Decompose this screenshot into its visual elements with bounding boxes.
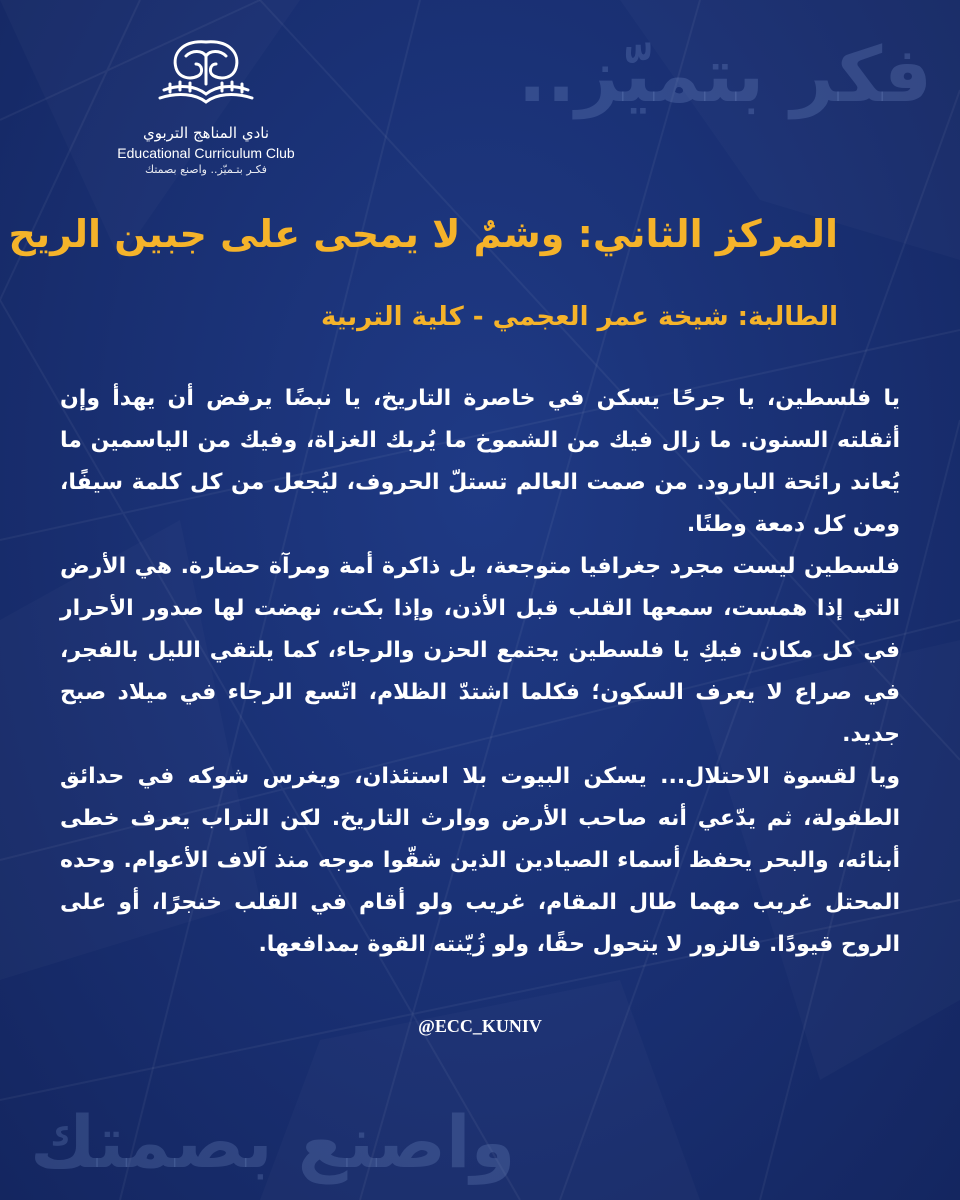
watermark-top: فكر بتميّز.. <box>517 30 932 119</box>
page-title: المركز الثاني: وشمٌ لا يمحى على جبين الريح <box>8 212 838 256</box>
brain-book-logo-icon <box>146 34 266 120</box>
logo-arabic-name: نادي المناهج التربوي <box>142 124 269 142</box>
essay-body <box>60 378 900 966</box>
logo-slogan: فكـر بتـميّز.. واصنع بصمتك <box>145 163 267 176</box>
club-logo <box>98 34 314 176</box>
social-handle: @ECC_KUNIV <box>418 1016 542 1036</box>
paragraph-2: فلسطين ليست مجرد جغرافيا متوجعة، بل ذاكرة أمة ومرآة حضارة. هي الأرض التي إذا همست، سمعها القلب قبل الأذن، وإذا بكت، نهضت لها صدور الأحرار في كل مكان. فيكِ يا فلسطين يجتمع الحزن والرجاء، كما يلتقي الليل بالفجر، في صراع لا يعرف السكون؛ فكلما اشتدّ الظلام، اتّسع الرجاء في ميلاد صبح جديد. <box>60 554 900 747</box>
watermark-bottom: واصنع بصمتك <box>30 1100 516 1184</box>
paragraph-3: ويا لقسوة الاحتلال... يسكن البيوت بلا استئذان، ويغرس شوكه في حدائق الطفولة، ثم يدّعي أنه صاحب الأرض ووارث التاريخ. لكن التراب يعرف خطى أبنائه، والبحر يحفظ أسماء الصيادين الذين شقّوا موجه منذ آلاف الأعوام. وحده المحتل غريب مهما طال المقام، غريب ولو أقام في القلب خنجرًا، أو على الروح قيودًا. فالزور لا يتحول حقًا، ولو زُيّنته القوة بمدافعها. <box>60 764 900 957</box>
logo-english-name: Educational Curriculum Club <box>117 145 295 161</box>
paragraph-1: يا فلسطين، يا جرحًا يسكن في خاصرة التاريخ، يا نبضًا يرفض أن يهدأ وإن أثقلته السنون. ما زال فيك من الشموخ ما يُربك الغزاة، وفيك من الياسمين ما يُعاند رائحة البارود. من صمت العالم تستلّ الحروف، ليُجعل من كل كلمة سيفًا، ومن كل دمعة وطنًا. <box>60 386 900 537</box>
author-line: الطالبة: شيخة عمر العجمي - كلية التربية <box>320 302 838 332</box>
